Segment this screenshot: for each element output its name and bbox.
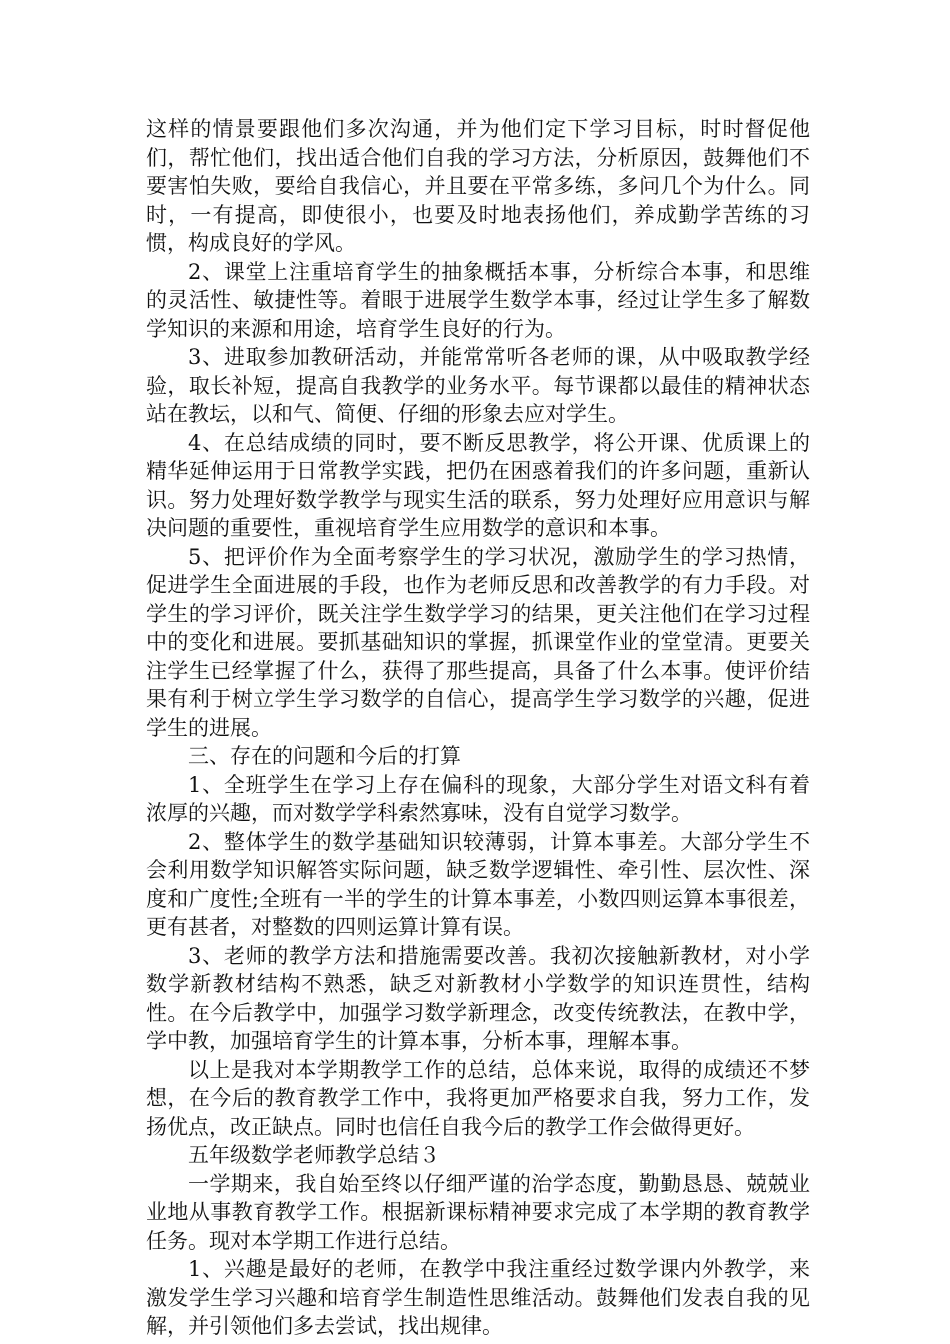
section-heading-problems: 三、存在的问题和今后的打算	[188, 744, 461, 768]
paragraph-interest-1: 1、兴趣是最好的老师，在教学中我注重经过数学课内外教学，来激发学生学习兴趣和培育学生制造性思维活动。鼓舞他们发表自我的见解，并引领他们多去尝试，找出规律。	[146, 1257, 810, 1338]
paragraph-conclusion: 以上是我对本学期教学工作的总结，总体来说，取得的成绩还不梦想，在今后的教育教学工作中，我将更加严格要求自我，努力工作，发扬优点，改正缺点。同时也信任自我今后的教学工作会做得更好。	[146, 1057, 810, 1139]
paragraph-item-3: 3、进取参加教研活动，并能常常听各老师的课，从中吸取教学经验，取长补短，提高自我教学的业务水平。每节课都以最佳的精神状态站在教坛，以和气、简便、仔细的形象去应对学生。	[146, 345, 810, 426]
paragraph-continuation: 这样的情景要跟他们多次沟通，并为他们定下学习目标，时时督促他们，帮忙他们，找出适合他们自我的学习方法，分析原因，鼓舞他们不要害怕失败，要给自我信心，并且要在平常多练，多问几个为什么。同时，一有提高，即使很小，也要及时地表扬他们，养成勤学苦练的习惯，构成良好的学风。	[146, 117, 810, 255]
paragraph-item-2: 2、课堂上注重培育学生的抽象概括本事，分析综合本事，和思维的灵活性、敏捷性等。着眼于进展学生数学本事，经过让学生多了解数学知识的来源和用途，培育学生良好的行为。	[146, 259, 810, 341]
paragraph-item-5: 5、把评价作为全面考察学生的学习状况，激励学生的学习热情，促进学生全面进展的手段，也作为老师反思和改善教学的有力手段。对学生的学习评价，既关注学生数学学习的结果，更关注他们在学习过程中的变化和进展。要抓基础知识的掌握，抓课堂作业的堂堂清。更要关注学生已经掌握了什么，获得了那些提高，具备了什么本事。使评价结果有利于树立学生学习数学的自信心，提高学生学习数学的兴趣，促进学生的进展。	[146, 544, 810, 740]
section-heading-summary-3: 五年级数学老师教学总结３	[188, 1143, 440, 1167]
paragraph-problem-3: 3、老师的教学方法和措施需要改善。我初次接触新教材，对小学数学新教材结构不熟悉，缺乏对新教材小学数学的知识连贯性，结构性。在今后教学中，加强学习数学新理念，改变传统教法，在教中学，学中教，加强培育学生的计算本事，分析本事，理解本事。	[146, 943, 810, 1053]
document-body	[146, 115, 810, 1341]
paragraph-intro: 一学期来，我自始至终以仔细严谨的治学态度，勤勤恳恳、兢兢业业地从事教育教学工作。根据新课标精神要求完成了本学期的教育教学任务。现对本学期工作进行总结。	[146, 1171, 810, 1253]
paragraph-problem-2: 2、整体学生的数学基础知识较薄弱，计算本事差。大部分学生不会利用数学知识解答实际问题，缺乏数学逻辑性、牵引性、层次性、深度和广度性;全班有一半的学生的计算本事差，小数四则运算本事很差，更有甚者，对整数的四则运算计算有误。	[146, 829, 810, 939]
paragraph-item-4: 4、在总结成绩的同时，要不断反思教学，将公开课、优质课上的精华延伸运用于日常教学实践，把仍在困惑着我们的许多问题，重新认识。努力处理好数学教学与现实生活的联系，努力处理好应用意识与解决问题的重要性，重视培育学生应用数学的意识和本事。	[146, 430, 810, 540]
paragraph-problem-1: 1、全班学生在学习上存在偏科的现象，大部分学生对语文科有着浓厚的兴趣，而对数学学科索然寡味，没有自觉学习数学。	[146, 772, 810, 825]
